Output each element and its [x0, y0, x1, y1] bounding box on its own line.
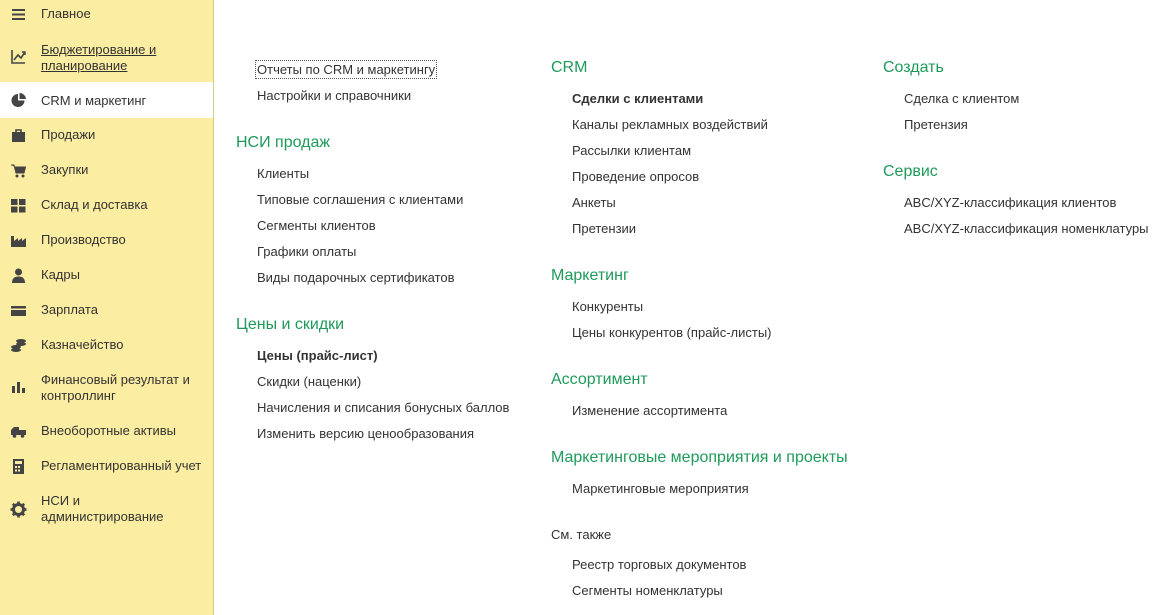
- budget-chart-icon: [10, 48, 27, 65]
- sidebar-item-financial-result[interactable]: [0, 372, 205, 404]
- section-title-service: Сервис: [883, 163, 938, 180]
- pie-chart-icon: [10, 92, 27, 109]
- sidebar-item-hr[interactable]: [0, 267, 213, 283]
- link-questionnaires[interactable]: Анкеты: [572, 195, 616, 210]
- sidebar-item-label: Производство: [41, 232, 126, 247]
- sidebar-item-label: Кадры: [41, 267, 80, 282]
- section-title-prices-discounts: Цены и скидки: [236, 316, 345, 333]
- main-content: [214, 0, 1153, 615]
- link-crm-reports[interactable]: Отчеты по CRM и маркетингу: [257, 62, 436, 77]
- sidebar-item-label: Закупки: [41, 162, 89, 177]
- link-discounts-markups[interactable]: Скидки (наценки): [257, 374, 362, 389]
- see-also-label: См. также: [551, 527, 612, 542]
- briefcase-icon: [10, 127, 27, 144]
- sidebar-item-warehouse[interactable]: [0, 197, 213, 213]
- link-surveys[interactable]: Проведение опросов: [572, 169, 700, 184]
- link-gift-certificate-types[interactable]: Виды подарочных сертификатов: [257, 270, 455, 285]
- link-ad-channels[interactable]: Каналы рекламных воздействий: [572, 117, 768, 132]
- sidebar-item-fixed-assets[interactable]: [0, 423, 213, 439]
- sidebar-item-main[interactable]: [0, 6, 213, 22]
- wallet-card-icon: [10, 302, 27, 319]
- sidebar-item-purchases[interactable]: [0, 162, 213, 178]
- link-pricing-version[interactable]: Изменить версию ценообразования: [257, 426, 475, 441]
- sidebar-item-label: НСИ и администрирование: [41, 493, 164, 524]
- sidebar-item-treasury[interactable]: [0, 337, 213, 353]
- sidebar-item-label: Главное: [41, 6, 91, 21]
- link-payment-schedules[interactable]: Графики оплаты: [257, 244, 357, 259]
- section-title-crm: CRM: [551, 59, 588, 76]
- truck-icon: [10, 423, 27, 440]
- menu-lines-icon: [10, 6, 27, 23]
- factory-icon: [10, 232, 27, 249]
- sidebar-item-production[interactable]: [0, 232, 213, 248]
- calculator-icon: [10, 458, 27, 475]
- sidebar-item-crm[interactable]: [0, 82, 213, 118]
- sidebar-item-label: Продажи: [41, 127, 96, 142]
- link-create-deal[interactable]: Сделка с клиентом: [904, 91, 1020, 106]
- sidebar-item-nsi-admin[interactable]: [0, 493, 170, 525]
- sidebar-item-salary[interactable]: [0, 302, 213, 318]
- link-client-deals[interactable]: Сделки с клиентами: [572, 91, 704, 106]
- link-abc-xyz-clients[interactable]: ABC/XYZ-классификация клиентов: [904, 195, 1117, 210]
- sidebar-item-label: Зарплата: [41, 302, 98, 317]
- bar-chart-icon: [10, 378, 27, 395]
- section-title-marketing-events: Маркетинговые мероприятия и проекты: [551, 449, 848, 466]
- link-client-segments[interactable]: Сегменты клиентов: [257, 218, 376, 233]
- cart-icon: [10, 162, 27, 179]
- link-marketing-events[interactable]: Маркетинговые мероприятия: [572, 481, 749, 496]
- link-clients[interactable]: Клиенты: [257, 166, 310, 181]
- link-competitor-prices[interactable]: Цены конкурентов (прайс-листы): [572, 325, 772, 340]
- person-icon: [10, 267, 27, 284]
- link-trade-documents-registry[interactable]: Реестр торговых документов: [572, 557, 747, 572]
- coins-icon: [10, 337, 27, 354]
- sidebar-item-label: CRM и маркетинг: [41, 93, 147, 108]
- link-claims[interactable]: Претензии: [572, 221, 637, 236]
- link-assortment-change[interactable]: Изменение ассортимента: [572, 403, 728, 418]
- link-bonus-points[interactable]: Начисления и списания бонусных баллов: [257, 400, 510, 415]
- gear-icon: [10, 501, 27, 518]
- sidebar-item-budgeting[interactable]: [0, 42, 170, 74]
- sidebar-item-label: Склад и доставка: [41, 197, 148, 212]
- sidebar-item-label: Казначейство: [41, 337, 124, 352]
- section-title-create: Создать: [883, 59, 944, 76]
- sidebar-item-sales[interactable]: [0, 127, 213, 143]
- sidebar: [0, 0, 214, 615]
- link-typical-agreements[interactable]: Типовые соглашения с клиентами: [257, 192, 464, 207]
- warehouse-grid-icon: [10, 197, 27, 214]
- sidebar-item-regulated-accounting[interactable]: [0, 458, 213, 474]
- sidebar-item-label: Регламентированный учет: [41, 458, 202, 473]
- section-title-nsi-sales: НСИ продаж: [236, 134, 331, 151]
- sidebar-item-label: Бюджетирование и планирование: [41, 42, 157, 73]
- link-create-claim[interactable]: Претензия: [904, 117, 968, 132]
- sidebar-item-label: Внеоборотные активы: [41, 423, 177, 438]
- section-title-assortment: Ассортимент: [551, 371, 648, 388]
- link-nomenclature-segments[interactable]: Сегменты номенклатуры: [572, 583, 723, 598]
- link-client-mailings[interactable]: Рассылки клиентам: [572, 143, 692, 158]
- sidebar-item-label: Финансовый результат и контроллинг: [41, 372, 190, 403]
- section-title-marketing: Маркетинг: [551, 267, 629, 284]
- link-settings-references[interactable]: Настройки и справочники: [257, 88, 412, 103]
- link-abc-xyz-nomenclature[interactable]: ABC/XYZ-классификация номенклатуры: [904, 221, 1149, 236]
- link-competitors[interactable]: Конкуренты: [572, 299, 644, 314]
- link-price-list[interactable]: Цены (прайс-лист): [257, 348, 378, 363]
